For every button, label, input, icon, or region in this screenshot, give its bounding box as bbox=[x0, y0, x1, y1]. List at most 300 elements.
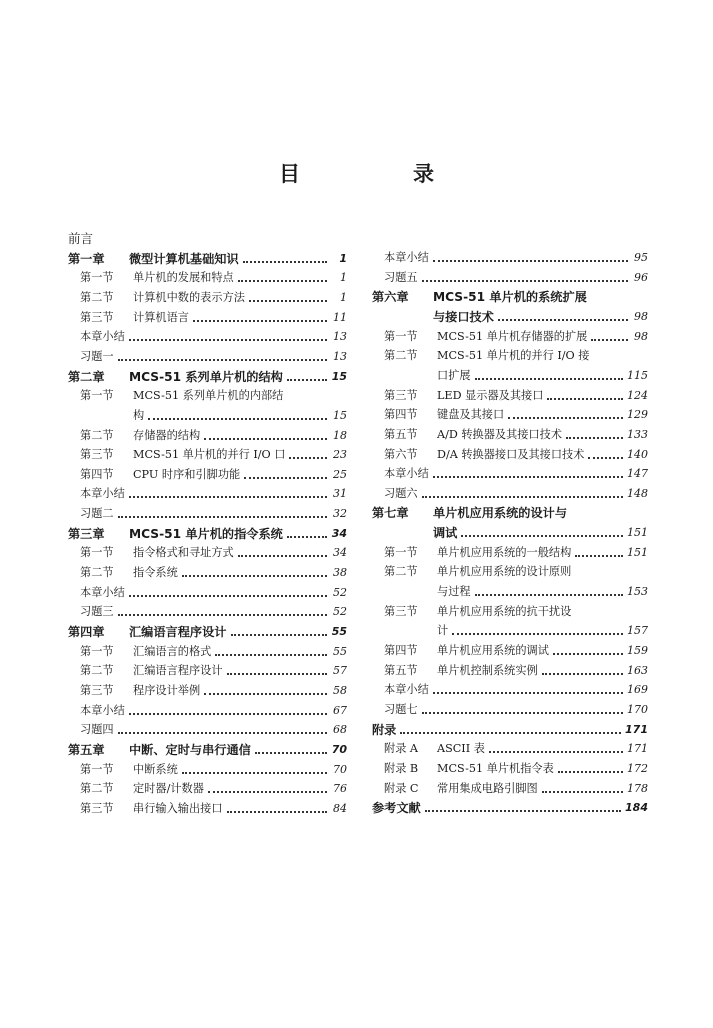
toc-entry-number: 附录 B bbox=[384, 761, 419, 775]
toc-entry-page: 95 bbox=[634, 251, 648, 264]
toc-entry-title: 单片机应用系统的设计与 bbox=[433, 506, 568, 521]
toc-entry-label bbox=[372, 369, 471, 383]
toc-entry-label bbox=[372, 782, 538, 796]
toc-entry-page: 15 bbox=[331, 369, 347, 383]
toc-entry-label bbox=[68, 527, 283, 541]
dot-leader bbox=[208, 791, 327, 793]
toc-entry-label bbox=[68, 370, 283, 384]
toc-entry-page: 184 bbox=[625, 801, 648, 815]
toc-entry-title: 中断系统 bbox=[133, 762, 178, 776]
toc-entry-page: 13 bbox=[333, 330, 347, 344]
toc-entry-label bbox=[68, 625, 227, 639]
dot-leader bbox=[489, 751, 623, 753]
toc-entry-label bbox=[68, 311, 189, 325]
dot-leader bbox=[475, 594, 623, 596]
toc-entry bbox=[372, 677, 648, 697]
toc-entry bbox=[372, 442, 648, 462]
dot-leader bbox=[129, 713, 327, 715]
toc-entry bbox=[372, 795, 648, 815]
dot-leader bbox=[129, 339, 327, 341]
toc-entry-title: MCS-51 系列单片机的结构 bbox=[129, 369, 283, 384]
toc-entry-page: 1 bbox=[340, 271, 347, 285]
toc-entry-label bbox=[68, 684, 200, 698]
toc-entry-page: 96 bbox=[634, 270, 648, 284]
dot-leader bbox=[118, 732, 327, 734]
toc-entry bbox=[372, 461, 648, 481]
toc-entry-title: 与接口技术 bbox=[433, 309, 494, 324]
toc-entry-label bbox=[372, 762, 554, 776]
toc-entry-label bbox=[68, 350, 114, 364]
toc-entry bbox=[372, 383, 648, 403]
toc-entry-page: 23 bbox=[333, 448, 347, 462]
toc-entry-number: 第一节 bbox=[384, 545, 418, 559]
toc-entry-number: 第一节 bbox=[80, 546, 114, 560]
toc-entry-title: 键盘及其接口 bbox=[437, 408, 505, 422]
toc-entry bbox=[372, 520, 648, 540]
toc-entry bbox=[68, 501, 347, 521]
dot-leader bbox=[422, 496, 623, 498]
toc-entry bbox=[68, 599, 347, 619]
toc-entry-page: 32 bbox=[333, 507, 347, 521]
toc-entry-number: 附录 C bbox=[384, 781, 419, 795]
toc-entry-label bbox=[372, 448, 584, 462]
dot-leader bbox=[227, 811, 327, 813]
toc-entry-number: 第二节 bbox=[80, 428, 114, 442]
toc-entry bbox=[372, 736, 648, 756]
dot-leader bbox=[215, 654, 327, 656]
dot-leader bbox=[542, 791, 623, 793]
dot-leader bbox=[422, 280, 628, 282]
toc-entry bbox=[372, 363, 648, 383]
dot-leader bbox=[553, 653, 623, 655]
dot-leader bbox=[243, 261, 327, 263]
toc-entry-label bbox=[68, 704, 125, 718]
toc-entry-page: 1 bbox=[340, 290, 347, 304]
toc-entry-number: 第六章 bbox=[372, 290, 409, 305]
toc-entry-page: 70 bbox=[331, 742, 347, 756]
toc-entry-page: 11 bbox=[333, 310, 347, 324]
toc-entry-page: 70 bbox=[333, 762, 347, 776]
toc-entry bbox=[68, 639, 347, 659]
toc-entry-title: 本章小结 bbox=[80, 585, 125, 599]
dot-leader bbox=[129, 595, 327, 597]
toc-entry bbox=[68, 540, 347, 560]
dot-leader bbox=[575, 555, 623, 557]
toc-entry-page: 68 bbox=[333, 723, 347, 737]
toc-entry-label bbox=[68, 645, 211, 659]
toc-entry-page: 25 bbox=[333, 467, 347, 481]
toc-entry-title: 串行输入输出接口 bbox=[133, 801, 223, 815]
toc-entry-page: 98 bbox=[634, 309, 648, 323]
toc-entry-page: 172 bbox=[627, 761, 648, 775]
toc-entry-number: 第三章 bbox=[68, 526, 105, 541]
toc-entry-page: 129 bbox=[627, 408, 648, 422]
toc-entry bbox=[372, 717, 648, 737]
toc-entry-label bbox=[372, 506, 567, 520]
toc-entry-title: 参考文献 bbox=[372, 801, 421, 816]
toc-entry-title: 本章小结 bbox=[384, 683, 429, 697]
toc-entry-page: 171 bbox=[627, 742, 648, 756]
toc-entry-page: 151 bbox=[627, 526, 648, 540]
toc-entry-title: 定时器/计数器 bbox=[133, 782, 204, 796]
dot-leader bbox=[433, 476, 623, 478]
toc-entry bbox=[372, 422, 648, 442]
toc-entry-number: 第三节 bbox=[384, 604, 418, 618]
toc-entry-page: 151 bbox=[627, 545, 648, 559]
toc-entry-title: 习题一 bbox=[80, 349, 114, 363]
toc-entry-label bbox=[68, 291, 245, 305]
toc-entry-label bbox=[68, 252, 239, 266]
toc-entry-page: 52 bbox=[333, 585, 347, 599]
dot-leader bbox=[422, 712, 623, 714]
toc-entry bbox=[372, 697, 648, 717]
toc-entry-title: 本章小结 bbox=[80, 487, 125, 501]
toc-entry-title: 习题六 bbox=[384, 486, 418, 500]
toc-entry-title: MCS-51 单片机指令表 bbox=[437, 761, 554, 775]
toc-entry bbox=[68, 580, 347, 600]
toc-entry bbox=[68, 717, 347, 737]
toc-entry-number: 第二节 bbox=[80, 290, 114, 304]
toc-entry-page: 98 bbox=[634, 329, 648, 343]
toc-entry-number: 第四节 bbox=[384, 408, 418, 422]
toc-entry-label bbox=[372, 526, 457, 540]
toc-entry-page: 163 bbox=[627, 663, 648, 677]
toc-entry-title: 指令系统 bbox=[133, 566, 178, 580]
toc-entry bbox=[372, 500, 648, 520]
toc-entry-number: 第三节 bbox=[80, 683, 114, 697]
toc-entry-title: 常用集成电路引脚图 bbox=[437, 781, 538, 795]
toc-entry bbox=[68, 265, 347, 285]
toc-entry bbox=[68, 442, 347, 462]
toc-entry-title: 单片机应用系统的调试 bbox=[437, 644, 549, 657]
toc-entry-label bbox=[68, 605, 114, 619]
toc-entry-number: 第三节 bbox=[80, 448, 114, 462]
toc-entry-page: 55 bbox=[333, 644, 347, 658]
toc-entry-page: 147 bbox=[627, 467, 648, 481]
toc-entry-label bbox=[372, 703, 418, 717]
toc-entry-label bbox=[68, 232, 93, 246]
toc-entry-label bbox=[68, 723, 114, 737]
toc-entry-page: 140 bbox=[627, 447, 648, 461]
toc-entry-number: 第四章 bbox=[68, 625, 105, 639]
dot-leader bbox=[588, 457, 623, 459]
toc-entry bbox=[372, 540, 648, 560]
toc-entry-label bbox=[372, 408, 504, 422]
dot-leader bbox=[400, 732, 621, 734]
toc-entry-label bbox=[68, 743, 251, 757]
toc-entry-number: 第七章 bbox=[372, 506, 409, 521]
toc-entry-title: MCS-51 系列单片机的内部结 bbox=[133, 389, 284, 403]
toc-entry-number: 第五章 bbox=[68, 742, 105, 757]
toc-entry-title: 计算机中数的表示方法 bbox=[133, 290, 245, 304]
toc-entry bbox=[68, 423, 347, 443]
dot-leader bbox=[475, 378, 623, 380]
toc-entry-label bbox=[372, 428, 562, 442]
dot-leader bbox=[591, 339, 628, 341]
toc-entry-label bbox=[372, 565, 571, 579]
dot-leader bbox=[231, 634, 328, 636]
toc-entry-title: 本章小结 bbox=[80, 330, 125, 344]
toc-entry-label bbox=[372, 742, 485, 756]
toc-entry bbox=[68, 481, 347, 501]
dot-leader bbox=[547, 398, 623, 400]
toc-entry-title: 本章小结 bbox=[384, 251, 429, 264]
toc-entry-title: 计 bbox=[437, 624, 449, 638]
toc-entry-label bbox=[372, 801, 421, 815]
toc-entry bbox=[372, 618, 648, 638]
toc-entry-label bbox=[68, 566, 178, 580]
toc-entry-title: LED 显示器及其接口 bbox=[437, 388, 544, 402]
toc-entry-title: 单片机应用系统的一般结构 bbox=[437, 545, 572, 559]
toc-entry bbox=[372, 265, 648, 285]
toc-entry-title: 微型计算机基础知识 bbox=[129, 251, 239, 266]
toc-entry-title: 习题二 bbox=[80, 507, 114, 521]
dot-leader bbox=[461, 535, 623, 537]
toc-entry-label bbox=[68, 409, 144, 423]
toc-entry-label bbox=[68, 448, 285, 462]
toc-entry bbox=[372, 343, 648, 363]
toc-entry-label bbox=[68, 802, 223, 816]
toc-entry-number: 第二节 bbox=[80, 566, 114, 580]
toc-entry-title: 计算机语言 bbox=[133, 310, 189, 324]
toc-entry bbox=[372, 402, 648, 422]
toc-entry-title: 单片机应用系统的抗干扰设 bbox=[437, 604, 572, 618]
toc-entry bbox=[68, 403, 347, 423]
toc-entry bbox=[68, 305, 347, 325]
dot-leader bbox=[558, 771, 623, 773]
toc-entry-label bbox=[68, 429, 200, 443]
toc-entry-title: MCS-51 单片机的系统扩展 bbox=[433, 290, 587, 305]
dot-leader bbox=[425, 810, 621, 812]
toc-entry-page: 115 bbox=[627, 368, 648, 382]
toc-entry bbox=[68, 344, 347, 364]
toc-entry-label bbox=[372, 330, 587, 344]
toc-entry bbox=[68, 796, 347, 816]
dot-leader bbox=[287, 536, 327, 538]
toc-entry-title: 指令格式和寻址方式 bbox=[133, 546, 234, 560]
toc-entry bbox=[68, 226, 347, 246]
toc-entry-label bbox=[372, 664, 538, 678]
dot-leader bbox=[227, 673, 327, 675]
dot-leader bbox=[566, 437, 623, 439]
toc-entry-page: 169 bbox=[627, 683, 648, 697]
toc-entry-label bbox=[372, 467, 429, 481]
toc-entry-number: 第一节 bbox=[80, 271, 114, 285]
toc-entry-title: 单片机应用系统的设计原则 bbox=[437, 565, 572, 579]
toc-entry bbox=[372, 304, 648, 324]
toc-entry-page: 124 bbox=[627, 388, 648, 402]
toc-entry-title: MCS-51 单片机的并行 I/O 口 bbox=[133, 448, 286, 462]
toc-entry-number: 第一节 bbox=[80, 762, 114, 776]
dot-leader bbox=[118, 516, 327, 518]
toc-entry-title: 程序设计举例 bbox=[133, 683, 201, 697]
dot-leader bbox=[182, 772, 327, 774]
toc-entry-page: 52 bbox=[333, 605, 347, 619]
toc-entry-title: 汇编语言程序设计 bbox=[133, 664, 223, 678]
toc-entry-number: 第二节 bbox=[80, 664, 114, 678]
toc-entry-page: 67 bbox=[333, 703, 347, 717]
dot-leader bbox=[204, 693, 327, 695]
toc-entry-title: 习题四 bbox=[80, 723, 114, 737]
toc-entry-page: 34 bbox=[331, 526, 347, 540]
toc-entry-title: 口扩展 bbox=[437, 368, 471, 382]
toc-entry-title: A/D 转换器及其接口技术 bbox=[437, 427, 563, 441]
toc-entry-page: 15 bbox=[333, 408, 347, 422]
toc-entry bbox=[68, 560, 347, 580]
toc-entry-page: 76 bbox=[333, 782, 347, 796]
toc-entry-title: 中断、定时与串行通信 bbox=[129, 742, 251, 757]
dot-leader bbox=[249, 300, 327, 302]
dot-leader bbox=[287, 379, 327, 381]
toc-entry-label bbox=[372, 251, 429, 265]
toc-entry bbox=[372, 638, 648, 658]
toc-entry-label bbox=[372, 290, 587, 304]
dot-leader bbox=[433, 692, 623, 694]
toc-entry-title: 构 bbox=[133, 408, 145, 422]
toc-entry-label bbox=[68, 389, 283, 403]
toc-entry-label bbox=[372, 624, 448, 638]
toc-entry-page: 58 bbox=[333, 683, 347, 697]
toc-entry-label bbox=[372, 644, 549, 658]
toc-entry-title: 单片机的发展和特点 bbox=[133, 271, 234, 285]
toc-entry-title: MCS-51 单片机的指令系统 bbox=[129, 526, 283, 541]
toc-entry-label bbox=[68, 763, 178, 777]
toc-entry-number: 第二节 bbox=[384, 565, 418, 579]
toc-entry bbox=[68, 285, 347, 305]
toc-entry-title: 存储器的结构 bbox=[133, 428, 201, 442]
toc-entry bbox=[68, 737, 347, 757]
dot-leader bbox=[452, 633, 623, 635]
toc-entry-label bbox=[68, 487, 125, 501]
toc-entry bbox=[68, 757, 347, 777]
toc-entry-number: 第二节 bbox=[80, 782, 114, 796]
toc-entry-label bbox=[372, 683, 429, 697]
toc-entry bbox=[372, 481, 648, 501]
toc-entry bbox=[68, 521, 347, 541]
toc-entry-page: 18 bbox=[333, 428, 347, 442]
toc-entry-page: 38 bbox=[333, 566, 347, 580]
toc-entry bbox=[68, 462, 347, 482]
toc-entry-title: 单片机控制系统实例 bbox=[437, 663, 538, 677]
toc-entry-title: MCS-51 单片机存储器的扩展 bbox=[437, 329, 588, 343]
toc-entry-label bbox=[372, 389, 543, 403]
dot-leader bbox=[289, 457, 327, 459]
toc-entry-page: 1 bbox=[339, 251, 347, 265]
toc-entry-page: 157 bbox=[627, 624, 648, 638]
toc-entry-page: 153 bbox=[627, 585, 648, 599]
toc-entry bbox=[372, 245, 648, 265]
toc-entry-label bbox=[372, 585, 471, 599]
toc-entry bbox=[68, 364, 347, 384]
toc-entry-label bbox=[372, 723, 396, 737]
toc-entry-number: 第一节 bbox=[384, 329, 418, 343]
toc-entry-number: 第四节 bbox=[80, 467, 114, 481]
dot-leader bbox=[498, 319, 628, 321]
toc-entry-number: 附录 A bbox=[384, 742, 419, 756]
toc-entry-number: 第三节 bbox=[384, 388, 418, 402]
toc-entry-label bbox=[372, 310, 494, 324]
toc-entry bbox=[68, 383, 347, 403]
toc-entry bbox=[68, 698, 347, 718]
toc-entry-number: 第一节 bbox=[80, 389, 114, 403]
dot-leader bbox=[182, 575, 327, 577]
toc-entry-label bbox=[68, 586, 125, 600]
toc-entry-page: 148 bbox=[627, 486, 648, 500]
toc-entry bbox=[68, 619, 347, 639]
toc-entry-title: 习题五 bbox=[384, 270, 418, 284]
toc-entry-title: D/A 转换器接口及其接口技术 bbox=[437, 447, 585, 461]
toc-entry bbox=[372, 284, 648, 304]
toc-entry bbox=[68, 246, 347, 266]
dot-leader bbox=[204, 438, 327, 440]
toc-entry-title: 与过程 bbox=[437, 585, 471, 599]
toc-entry-title: ASCII 表 bbox=[437, 742, 485, 756]
toc-entry bbox=[68, 678, 347, 698]
toc-entry-number: 第五节 bbox=[384, 663, 418, 677]
dot-leader bbox=[238, 280, 327, 282]
toc-entry-number: 第三节 bbox=[80, 310, 114, 324]
toc-entry-title: 汇编语言程序设计 bbox=[129, 625, 227, 639]
dot-leader bbox=[244, 477, 327, 479]
toc-entry-number: 第四节 bbox=[384, 644, 418, 657]
toc-entry-title: CPU 时序和引脚功能 bbox=[133, 467, 241, 481]
toc-entry bbox=[372, 756, 648, 776]
toc-entry-number: 第五节 bbox=[384, 427, 418, 441]
toc-entry-label bbox=[68, 468, 240, 482]
dot-leader bbox=[542, 673, 623, 675]
toc-entry-title: 调试 bbox=[433, 526, 458, 541]
dot-leader bbox=[148, 418, 327, 420]
dot-leader bbox=[193, 320, 327, 322]
toc-entry bbox=[372, 776, 648, 796]
toc-entry-label bbox=[68, 271, 234, 285]
toc-entry bbox=[372, 599, 648, 619]
toc-entry bbox=[372, 559, 648, 579]
toc-entry-number: 第三节 bbox=[80, 801, 114, 815]
dot-leader bbox=[129, 496, 327, 498]
toc-entry-page: 13 bbox=[333, 349, 347, 363]
toc-entry-title: 习题三 bbox=[80, 605, 114, 619]
toc-entry bbox=[68, 324, 347, 344]
dot-leader bbox=[118, 614, 327, 616]
toc-entry-label bbox=[68, 546, 234, 560]
toc-entry-title: 习题七 bbox=[384, 702, 418, 716]
toc-entry-number: 第二节 bbox=[384, 349, 418, 363]
toc-entry-label bbox=[372, 271, 418, 285]
dot-leader bbox=[238, 555, 327, 557]
toc-entry-label bbox=[68, 664, 223, 678]
toc-entry-title: 本章小结 bbox=[384, 467, 429, 481]
toc-entry-title: 本章小结 bbox=[80, 703, 125, 717]
toc-entry bbox=[372, 579, 648, 599]
toc-entry-label bbox=[68, 782, 204, 796]
toc-entry-page: 55 bbox=[331, 625, 347, 638]
dot-leader bbox=[118, 359, 327, 361]
toc-entry-label bbox=[68, 330, 125, 344]
toc-entry-page: 159 bbox=[627, 644, 648, 657]
toc-entry bbox=[68, 776, 347, 796]
dot-leader bbox=[433, 260, 628, 262]
toc-entry-title: 前言 bbox=[68, 231, 94, 246]
toc-entry-page: 84 bbox=[333, 801, 347, 815]
dot-leader bbox=[508, 417, 623, 419]
toc-entry-page: 133 bbox=[627, 427, 648, 441]
toc-entry-label bbox=[372, 349, 589, 363]
toc-entry bbox=[68, 658, 347, 678]
toc-entry-page: 57 bbox=[333, 664, 347, 678]
toc-entry-title: 附录 bbox=[372, 722, 397, 737]
toc-entry-label bbox=[372, 605, 571, 619]
